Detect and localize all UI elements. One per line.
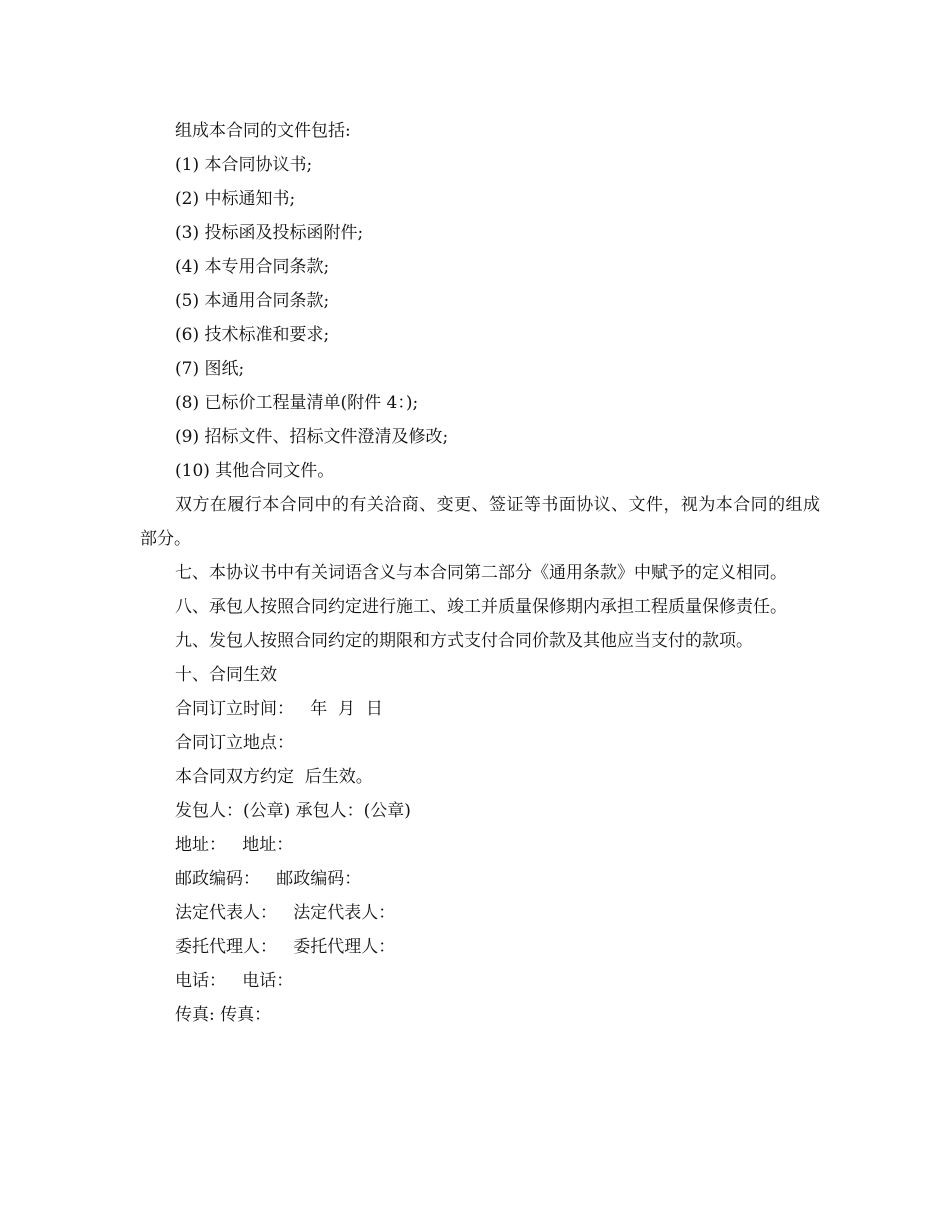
sign-place-line: 合同订立地点： — [175, 733, 294, 753]
intro-line: 组成本合同的文件包括: — [175, 121, 351, 141]
list-item: (10) 其他合同文件。 — [175, 461, 335, 481]
document-body — [140, 114, 820, 1032]
list-item: (2) 中标通知书; — [175, 189, 296, 209]
legal-rep-line: 法定代表人： 法定代表人： — [175, 903, 396, 923]
clause-7: 七、本协议书中有关词语含义与本合同第二部分《通用条款》中赋予的定义相同。 — [175, 563, 787, 583]
effective-line: 本合同双方约定 后生效。 — [175, 767, 373, 787]
list-item: (3) 投标函及投标函附件; — [175, 223, 364, 243]
list-item: (5) 本通用合同条款; — [175, 291, 330, 311]
phone-line: 电话： 电话： — [175, 971, 294, 991]
list-item: (9) 招标文件、招标文件澄清及修改; — [175, 427, 449, 447]
clause-10-title: 十、合同生效 — [175, 665, 277, 685]
list-item: (4) 本专用合同条款; — [175, 257, 330, 277]
postcode-line: 邮政编码： 邮政编码： — [175, 869, 362, 889]
agent-line: 委托代理人： 委托代理人： — [175, 937, 396, 957]
list-item: (1) 本合同协议书; — [175, 155, 313, 175]
sign-time-line: 合同订立时间： 年 月 日 — [175, 699, 383, 719]
parties-line: 发包人：(公章) 承包人：(公章) — [175, 801, 411, 821]
list-item: (6) 技术标准和要求; — [175, 325, 330, 345]
agreement-paragraph: 双方在履行本合同中的有关洽商、变更、签证等书面协议、文件，视为本合同的组成部分。 — [140, 495, 820, 549]
list-item: (8) 已标价工程量清单(附件 4：); — [175, 393, 419, 413]
address-line: 地址： 地址： — [175, 835, 294, 855]
clause-9: 九、发包人按照合同约定的期限和方式支付合同价款及其他应当支付的款项。 — [175, 631, 753, 651]
fax-line: 传真: 传真： — [175, 1005, 272, 1025]
list-item: (7) 图纸; — [175, 359, 245, 379]
clause-8: 八、承包人按照合同约定进行施工、竣工并质量保修期内承担工程质量保修责任。 — [175, 597, 787, 617]
